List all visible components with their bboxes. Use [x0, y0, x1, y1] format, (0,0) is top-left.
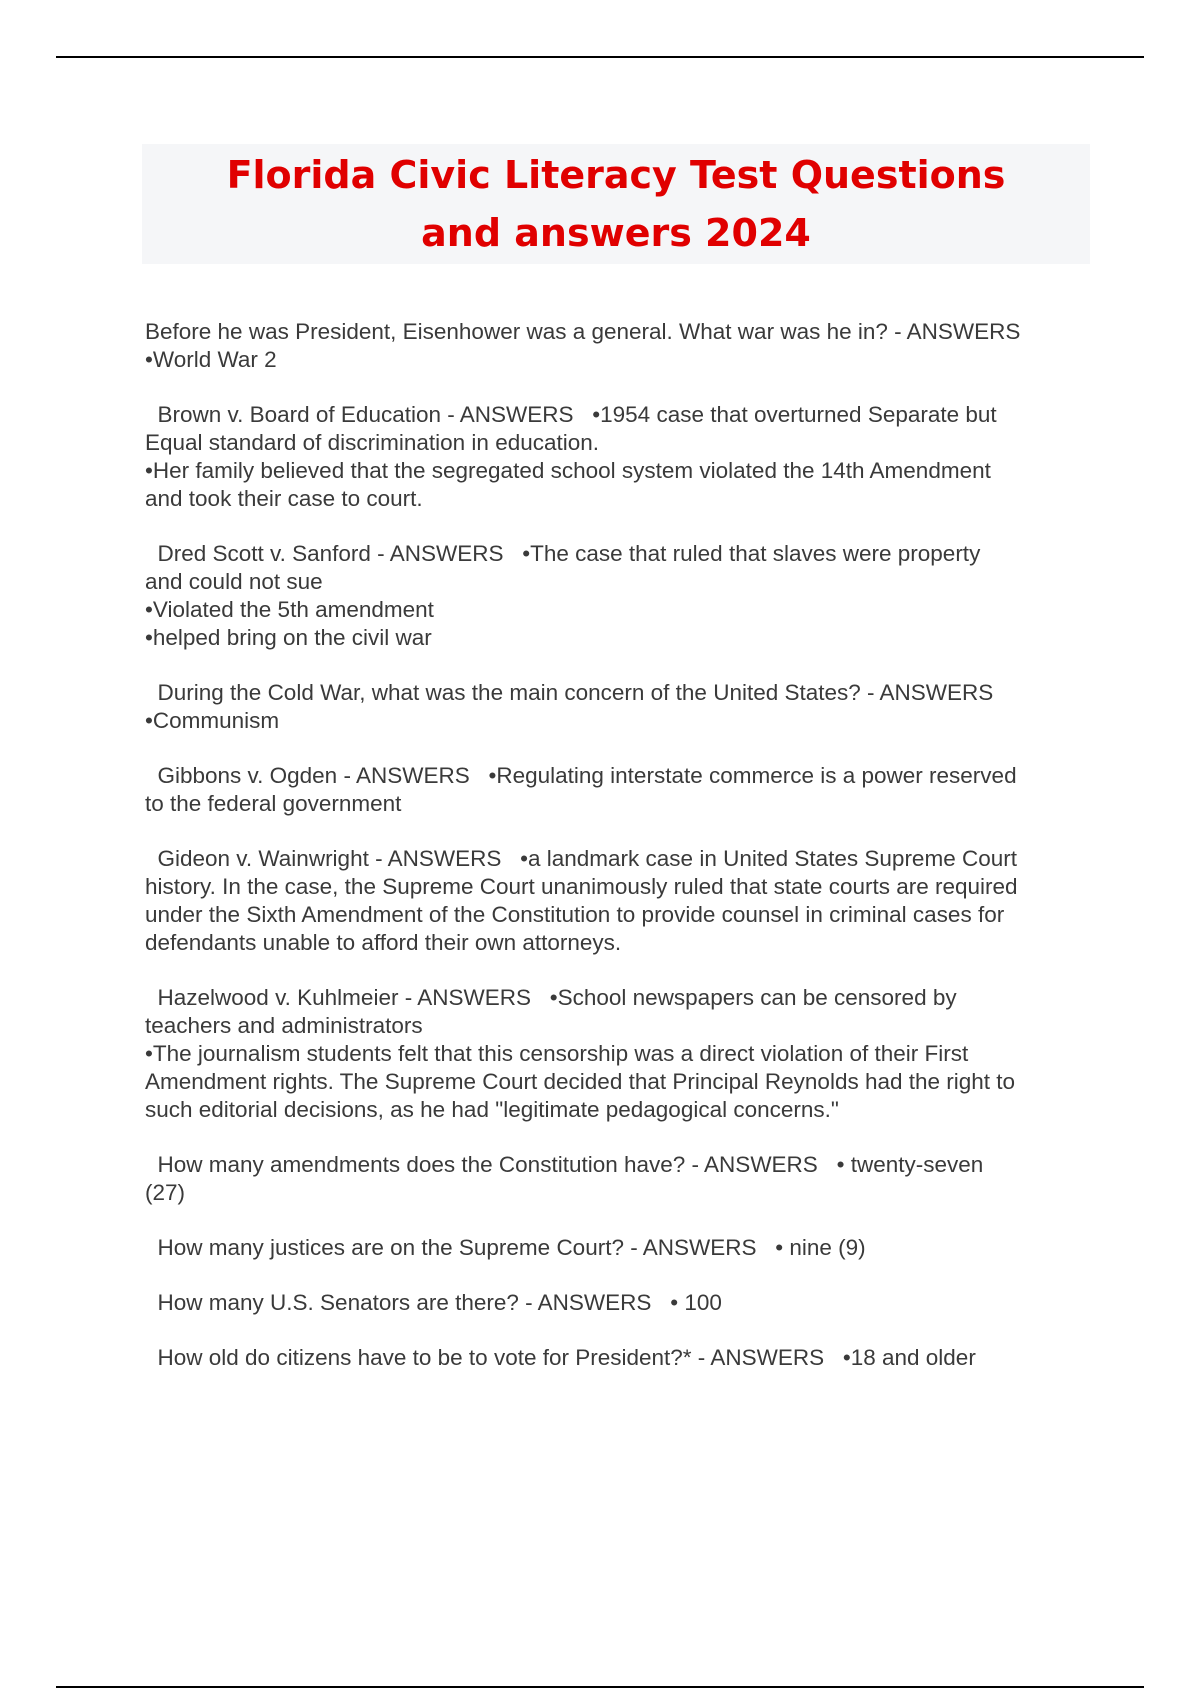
qa-line: How many U.S. Senators are there? - ANSWERS • 100: [145, 1290, 722, 1315]
qa-line: Gibbons v. Ogden - ANSWERS •Regulating interstate commerce is a power reserved: [145, 763, 1017, 788]
qa-line: defendants unable to afford their own attorneys.: [145, 930, 622, 955]
qa-line: How old do citizens have to be to vote for President?* - ANSWERS •18 and older: [145, 1345, 976, 1370]
qa-item: [145, 984, 1093, 1124]
bottom-rule: [56, 1686, 1144, 1688]
qa-line: history. In the case, the Supreme Court unanimously ruled that state courts are required: [145, 874, 1018, 899]
qa-line: such editorial decisions, as he had "legitimate pedagogical concerns.": [145, 1097, 839, 1122]
qa-item: [145, 318, 1093, 374]
qa-line: •Violated the 5th amendment: [145, 597, 434, 622]
title-banner: [142, 144, 1090, 264]
document-title: Florida Civic Literacy Test Questions and answers 2024: [226, 153, 1006, 255]
qa-line: Amendment rights. The Supreme Court decided that Principal Reynolds had the right to: [145, 1069, 1016, 1094]
qa-line: Hazelwood v. Kuhlmeier - ANSWERS •School newspapers can be censored by: [145, 985, 957, 1010]
qa-line: Before he was President, Eisenhower was a general. What war was he in? - ANSWERS: [145, 319, 1021, 344]
qa-line: teachers and administrators: [145, 1013, 423, 1038]
qa-line: under the Sixth Amendment of the Constitution to provide counsel in criminal cases for: [145, 902, 1005, 927]
qa-line: How many justices are on the Supreme Court? - ANSWERS • nine (9): [145, 1235, 866, 1260]
qa-line: •Communism: [145, 708, 280, 733]
top-rule: [56, 56, 1144, 58]
qa-line: Equal standard of discrimination in education.: [145, 430, 600, 455]
qa-line: and could not sue: [145, 569, 323, 594]
qa-item: [145, 1151, 1093, 1207]
qa-item: [145, 401, 1093, 513]
qa-item: [145, 1289, 1093, 1317]
qa-item: [145, 1234, 1093, 1262]
qa-line: Dred Scott v. Sanford - ANSWERS •The case that ruled that slaves were property: [145, 541, 981, 566]
qa-line: (27): [145, 1180, 186, 1205]
qa-line: and took their case to court.: [145, 486, 423, 511]
qa-item: [145, 540, 1093, 652]
qa-line: Brown v. Board of Education - ANSWERS •1954 case that overturned Separate but: [145, 402, 997, 427]
qa-list: [145, 318, 1093, 1399]
qa-line: •World War 2: [145, 347, 277, 372]
qa-line: to the federal government: [145, 791, 402, 816]
qa-line: During the Cold War, what was the main concern of the United States? - ANSWERS: [145, 680, 994, 705]
qa-item: [145, 762, 1093, 818]
qa-line: •Her family believed that the segregated school system violated the 14th Amendment: [145, 458, 991, 483]
qa-line: Gideon v. Wainwright - ANSWERS •a landmark case in United States Supreme Court: [145, 846, 1017, 871]
qa-line: •The journalism students felt that this censorship was a direct violation of their First: [145, 1041, 969, 1066]
qa-item: [145, 1344, 1093, 1372]
qa-item: [145, 845, 1093, 957]
qa-item: [145, 679, 1093, 735]
qa-line: •helped bring on the civil war: [145, 625, 432, 650]
qa-line: How many amendments does the Constitution have? - ANSWERS • twenty-seven: [145, 1152, 984, 1177]
